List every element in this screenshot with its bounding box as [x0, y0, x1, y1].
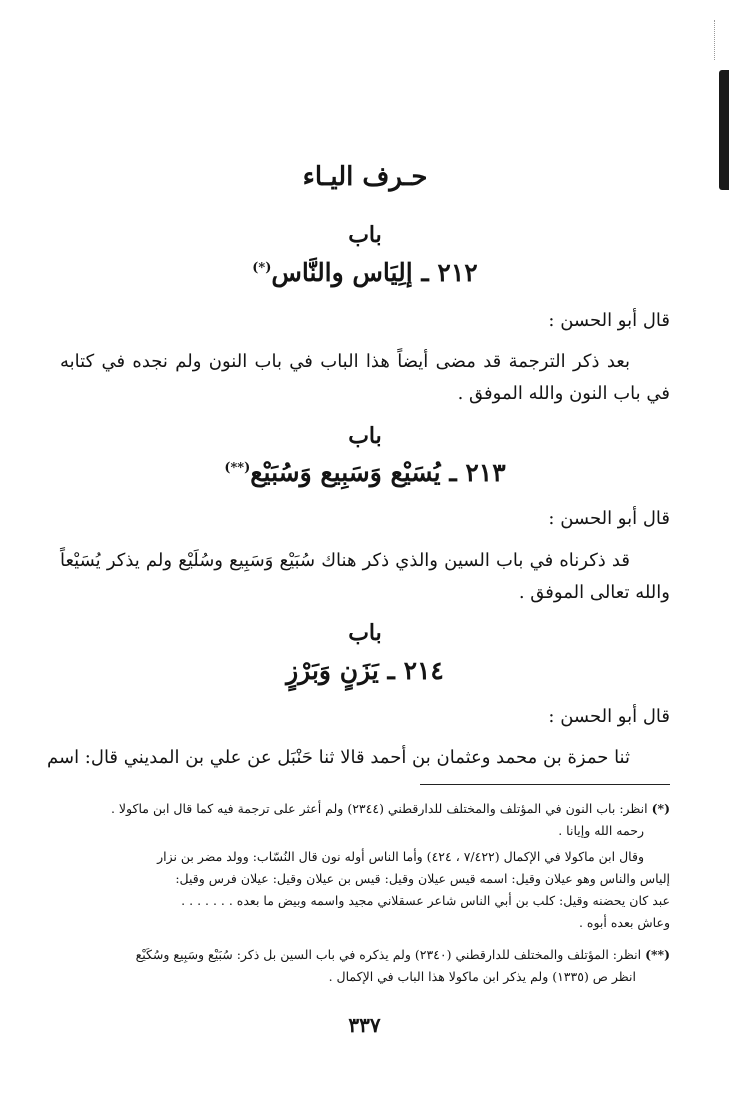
entry-number: ٢١٣ [465, 458, 506, 487]
footnote-1-line: عبد كان يحضنه وقيل: كلب بن أبي الناس شاعر عسقلاني مجيد واسمه وبيض ما بعده . . . . . . . [181, 893, 670, 908]
footnote-2-text: انظر: المؤتلف والمختلف للدارقطني (٢٣٤٠) ولم يذكره في باب السين بل ذكر: سُبَيْع وسَبِيع وسُكَيْع [135, 947, 642, 962]
entry-dash: ـ [412, 258, 429, 287]
footnote-2-line: انظر ص (١٣٣٥) ولم يذكر ابن ماكولا هذا الباب في الإكمال . [328, 969, 636, 984]
chapter-title: حـرف اليـاء [302, 162, 428, 192]
entry-dash: ـ [440, 458, 457, 487]
footnote-1-line: رحمه الله وإيانا . [558, 823, 644, 838]
section-214-qal: قال أبو الحسن : [548, 706, 670, 727]
footnote-1 [60, 798, 670, 934]
section-213-bab-label: باب [348, 423, 382, 449]
section-212-paragraph: بعد ذكر الترجمة قد مضى أيضاً هذا الباب في باب النون ولم نجده في كتابه في باب النون والله الموفق . [60, 351, 670, 404]
section-214-title [60, 656, 670, 685]
entry-number: ٢١٢ [437, 258, 478, 287]
entry-name: يُسَيْع وَسَبِيع وَسُبَيْع [250, 458, 441, 487]
footnote-1-line: وعاش بعده أبوه . [578, 915, 670, 930]
section-213-title [60, 458, 670, 487]
entry-number: ٢١٤ [403, 656, 444, 685]
section-213-qal: قال أبو الحسن : [548, 508, 670, 529]
footnote-1-line: إلياس والناس وهو عيلان وقيل: اسمه قيس عيلان وقيل: قيس بن عيلان وقيل: عيلان فرس وقيل: [175, 871, 670, 886]
entry-footnote-marker: (*) [252, 260, 272, 276]
footnote-2-line [60, 944, 670, 966]
section-212-bab-label: باب [348, 222, 382, 248]
section-214-bab-label: باب [348, 620, 382, 646]
page-number: ٣٣٧ [348, 1013, 381, 1037]
footnote-separator [420, 784, 670, 785]
footnote-1-line: وقال ابن ماكولا في الإكمال (٧/٤٢٢ ، ٤٢٤) وأما الناس أوله نون قال النُسّاب: وولد مضر بن نزار [157, 849, 644, 864]
footnote-2-marker: (**) [645, 947, 670, 962]
footnote-2 [60, 944, 670, 988]
footnote-1-line [60, 798, 670, 820]
section-212-qal: قال أبو الحسن : [548, 310, 670, 331]
scan-edge-mark [719, 70, 729, 190]
entry-name: إلِيَاس والنَّاس [271, 258, 413, 287]
footnote-1-text: انظر: باب النون في المؤتلف والمختلف للدارقطني (٢٣٤٤) ولم أعثر على ترجمة فيه كما قال ابن ماكولا . [110, 801, 648, 816]
section-214-paragraph: ثنا حمزة بن محمد وعثمان بن أحمد قالا ثنا حَنْبَل عن علي بن المديني قال: اسم [47, 747, 630, 768]
entry-footnote-marker: (**) [224, 460, 251, 476]
footnote-1-marker: (*) [651, 801, 670, 816]
section-213-paragraph: قد ذكرناه في باب السين والذي ذكر هناك سُبَيْع وَسَبِيع وسُلَيْع ولم يذكر يُسَيْعاً والله تعالى الموفق . [60, 550, 670, 603]
entry-dash: ـ [378, 656, 395, 685]
section-212-title [60, 258, 670, 287]
scan-edge-dots [712, 20, 715, 60]
entry-name: يَزَنٍ وَبَرْزٍ [286, 656, 379, 685]
